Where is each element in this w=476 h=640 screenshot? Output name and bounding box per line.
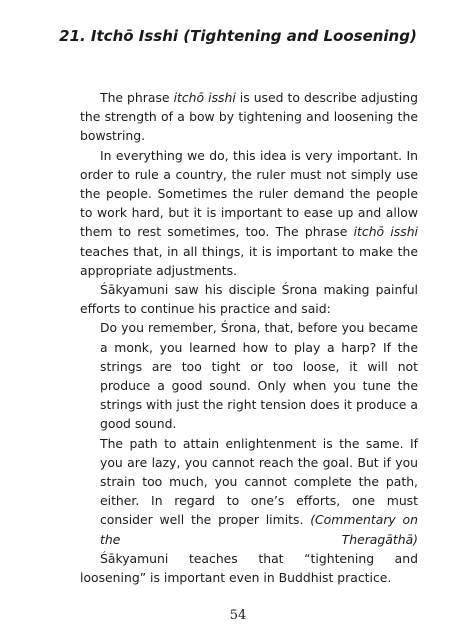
quote-paragraph-2-text: The path to attain enlightenment is the same. If you are lazy, you cannot reach the goal. But if you strain too much, you cannot complete the path, either. In regard to one’s efforts, one must consider well the proper limits. [100,435,418,528]
paragraph-3: Śākyamuni saw his disciple Śrona making painful efforts to continue his practice and said: [80,282,418,317]
paragraph-1 [80,88,418,146]
paragraph-1-text-a: The phrase [100,90,174,105]
page-number: 54 [229,608,247,623]
paragraph-2-text-b: teaches that, in all things, it is important to make the appropriate adjustments. [80,243,418,278]
body-text [80,88,418,587]
chapter-title: 21. Itchō Isshi (Tightening and Loosening) [59,27,417,45]
block-quote [80,318,418,548]
paragraph-2-term: itchō isshi [353,224,418,240]
paragraph-1-text-b: is used to describe adjusting the strength of a bow by tightening and loosening the bowstring. [80,90,418,144]
quote-paragraph-1: Do you remember, Śrona, that, before you became a monk, you learned how to play a harp? If the strings are too tight or too loose, it will not produce a good sound. Only when you tune the strings with just the right tension does it produce a good sound. [100,320,418,432]
paragraph-4: Śākyamuni teaches that “tightening and loosening” is important even in Buddhist practice. [80,550,418,586]
paragraph-2-text-a: In everything we do, this idea is very important. In order to rule a country, the ruler must not simply use the people. Sometimes the ruler demand the people to work hard, but it is important to ease up and allow them to rest sometimes, too. The phrase [80,147,418,240]
paragraph-1-term: itchō isshi [173,90,236,105]
citation: (Commentary on the Theragāthā) [100,512,418,547]
paragraph-2 [80,146,418,280]
quote-paragraph-2 [100,434,418,549]
